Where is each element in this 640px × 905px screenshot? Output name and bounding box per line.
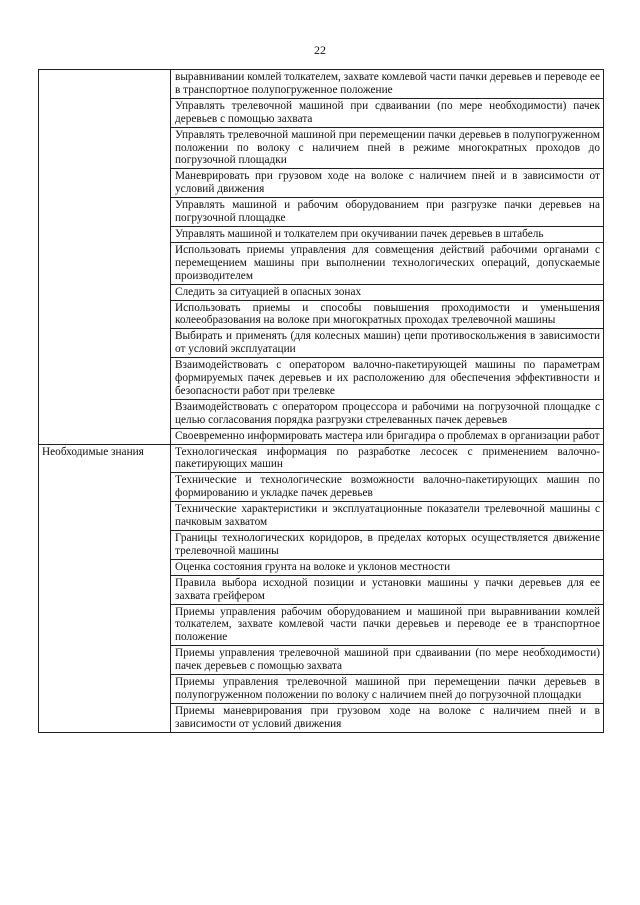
requirements-table <box>38 69 604 733</box>
requirement-item: Использовать приемы управления для совмещения действий рабочими органами с перемещением машины при выполнении технологических операций, допускаемые производителем <box>171 242 604 284</box>
requirement-item: Приемы управления рабочим оборудованием и машиной при выравнивании комлей толкателем, захвате комлевой части пачки деревьев и переводе ее в транспортное положение <box>171 604 604 646</box>
requirement-item: Использовать приемы и способы повышения проходимости и уменьшения колееобразования на волоке при многократных проходах трелевочной машины <box>171 300 604 329</box>
requirement-item: Управлять трелевочной машиной при сдваивании (по мере необходимости) пачек деревьев с помощью захвата <box>171 98 604 127</box>
section-label-continued <box>39 70 171 445</box>
requirement-item: Оценка состояния грунта на волоке и уклонов местности <box>171 559 604 575</box>
page-number: 22 <box>314 43 326 57</box>
requirement-item: выравнивании комлей толкателем, захвате комлевой части пачки деревьев и переводе ее в транспортное полупогруженное положение <box>171 70 604 99</box>
requirement-item: Своевременно информировать мастера или бригадира о проблемах в организации работ <box>171 428 604 444</box>
requirement-item: Технические и технологические возможности валочно-пакетирующих машин по формированию и укладке пачек деревьев <box>171 473 604 502</box>
requirement-item: Правила выбора исходной позиции и установки машины у пачки деревьев для ее захвата грейфером <box>171 575 604 604</box>
requirement-item: Управлять трелевочной машиной при перемещении пачки деревьев в полупогруженном положении по волоку с наличием пней в режиме многократных проходов до погрузочной площадки <box>171 127 604 169</box>
requirement-item: Технические характеристики и эксплуатационные показатели трелевочной машины с пачковым захватом <box>171 502 604 531</box>
requirement-item: Управлять машиной и толкателем при окучивании пачек деревьев в штабель <box>171 226 604 242</box>
table-row <box>39 70 604 99</box>
requirement-item: Границы технологических коридоров, в пределах которых осуществляется движение трелевочной машины <box>171 531 604 560</box>
table-row <box>39 444 604 473</box>
requirement-item: Выбирать и применять (для колесных машин) цепи противоскольжения в зависимости от условий эксплуатации <box>171 329 604 358</box>
requirement-item: Следить за ситуацией в опасных зонах <box>171 284 604 300</box>
requirement-item: Технологическая информация по разработке лесосек с применением валочно-пакетирующих машин <box>171 444 604 473</box>
requirement-item: Взаимодействовать с оператором процессора и рабочими на погрузочной площадке с целью согласования порядка разгрузки стрелеванных пачек деревьев <box>171 399 604 428</box>
requirement-item: Приемы управления трелевочной машиной при сдваивании (по мере необходимости) пачек деревьев с помощью захвата <box>171 646 604 675</box>
table-body <box>39 70 604 733</box>
requirement-item: Приемы маневрирования при грузовом ходе на волоке с наличием пней и в зависимости от условий движения <box>171 703 604 732</box>
requirement-item: Управлять машиной и рабочим оборудованием при разгрузке пачки деревьев на погрузочной площадке <box>171 198 604 227</box>
section-label: Необходимые знания <box>39 444 171 732</box>
requirement-item: Маневрировать при грузовом ходе на волоке с наличием пней и в зависимости от условий движения <box>171 169 604 198</box>
requirement-item: Взаимодействовать с оператором валочно-пакетирующей машины по параметрам формируемых пачек деревьев и их расположению для обеспечения эффективности и безопасности работ при трелевке <box>171 358 604 400</box>
requirement-item: Приемы управления трелевочной машиной при перемещении пачки деревьев в полупогруженном положении по волоку с наличием пней до погрузочной площадки <box>171 675 604 704</box>
